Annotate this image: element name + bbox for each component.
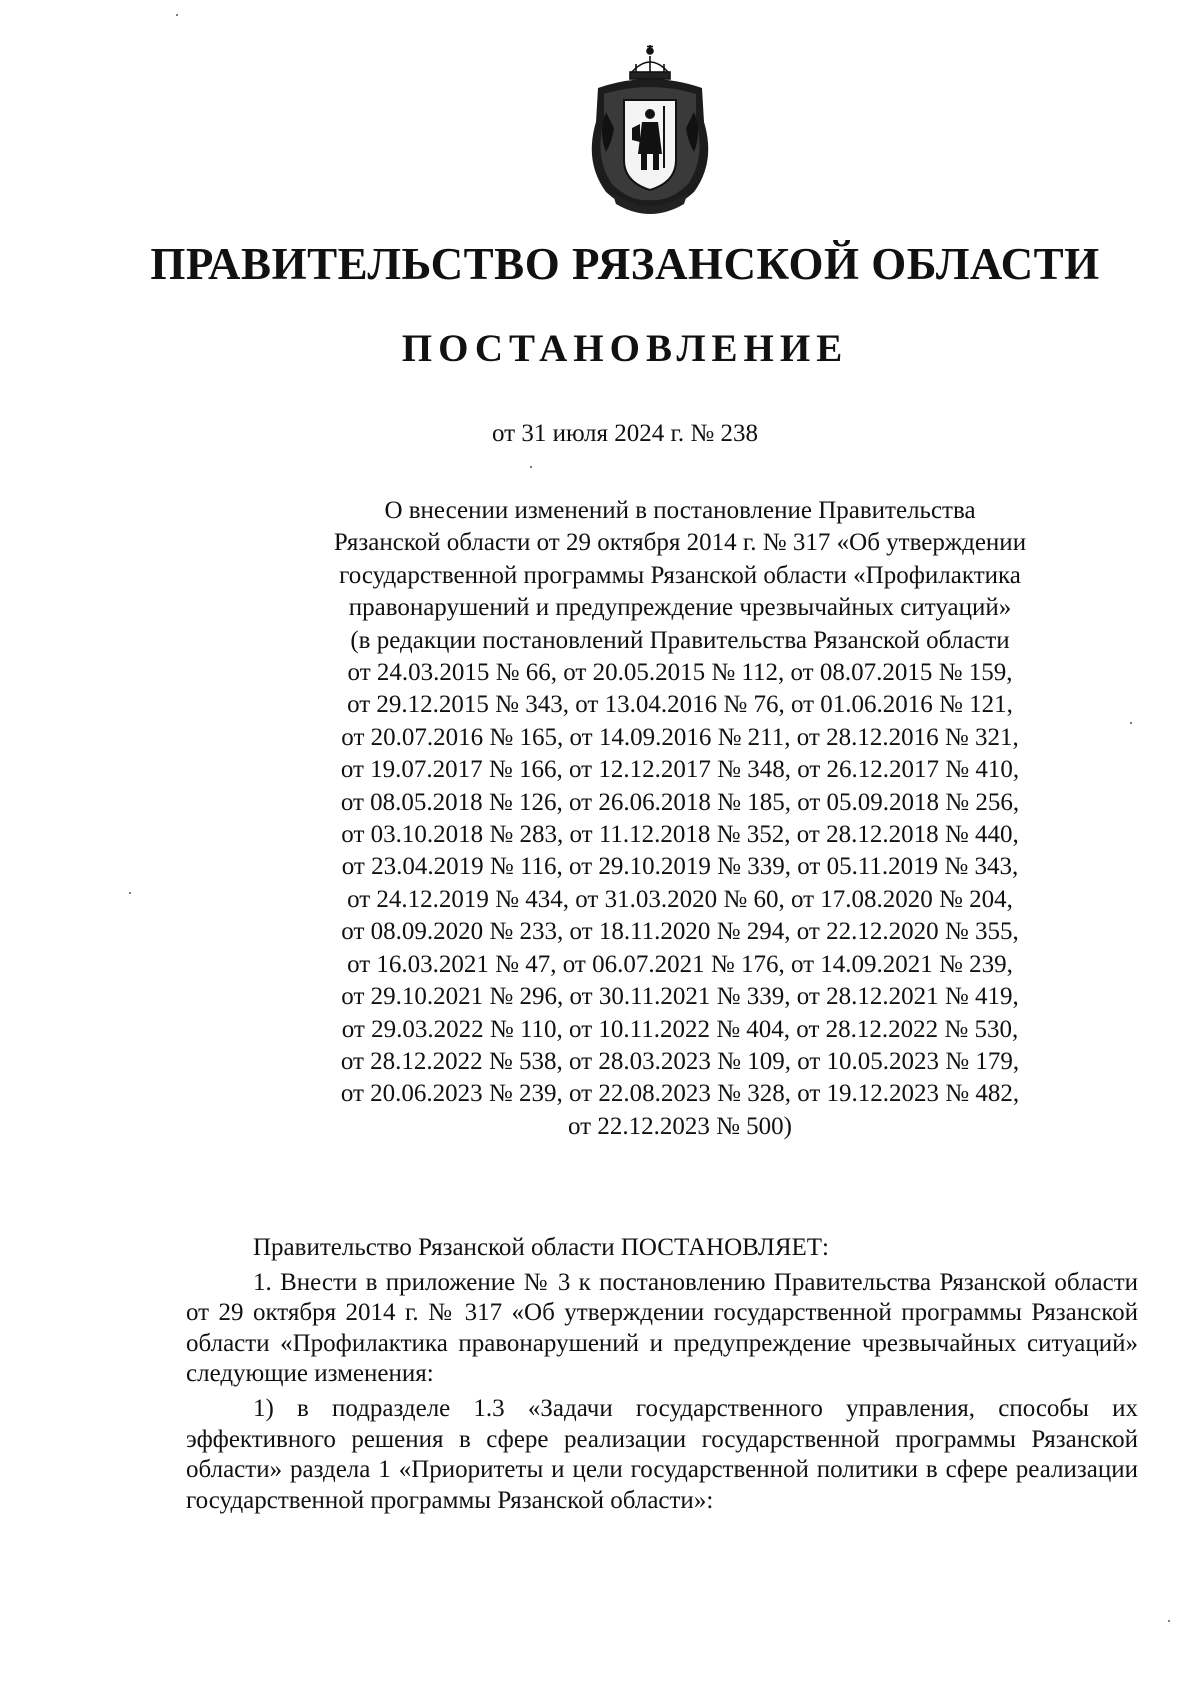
document-date-number: от 31 июля 2024 г. № 238 — [491, 420, 759, 447]
resolution-intro: Правительство Рязанской области ПОСТАНОВЛЯЕТ: — [253, 1234, 829, 1261]
paragraph-item-1-1: 1) в подразделе 1.3 «Задачи государственного управления, способы их эффективного решения в сфере реализации государственной программы Рязанской области» раздела 1 «Приоритеты и цели государственной политики в сфере реализации государственной программы Рязанской области»: — [186, 1394, 1138, 1514]
scan-speck — [530, 466, 532, 468]
ryazan-coat-of-arms-icon — [576, 42, 724, 217]
paragraph-item-1: 1. Внести в приложение № 3 к постановлению Правительства Рязанской области от 29 октября 2014 г. № 317 «Об утверждении государственной программы Рязанской области «Профилактика правонарушений и предупреждение чрезвычайных ситуаций» следующие изменения: — [186, 1268, 1138, 1388]
subject-line: от 19.07.2017 № 166, от 12.12.2017 № 348, от 26.12.2017 № 410, — [340, 756, 1020, 784]
document-body — [186, 1233, 1138, 1516]
subject-line: от 03.10.2018 № 283, от 11.12.2018 № 352, от 28.12.2018 № 440, — [341, 821, 1019, 849]
subject-line: от 08.09.2020 № 233, от 18.11.2020 № 294, от 22.12.2020 № 355, — [341, 918, 1019, 946]
subject-line: от 28.12.2022 № 538, от 28.03.2023 № 109, от 10.05.2023 № 179, — [340, 1047, 1020, 1075]
subject-line: Рязанской области от 29 октября 2014 г. № 317 «Об утверждении — [333, 529, 1027, 557]
subject-line: от 20.07.2016 № 165, от 14.09.2016 № 211, от 28.12.2016 № 321, — [341, 723, 1019, 751]
subject-line: от 23.04.2019 № 116, от 29.10.2019 № 339, от 05.11.2019 № 343, — [341, 853, 1019, 881]
subject-line: от 20.06.2023 № 239, от 22.08.2023 № 328, от 19.12.2023 № 482, — [340, 1080, 1020, 1108]
subject-line: от 22.12.2023 № 500) — [567, 1112, 793, 1140]
subject-line: от 24.03.2015 № 66, от 20.05.2015 № 112, от 08.07.2015 № 159, — [347, 659, 1013, 687]
subject-line: государственной программы Рязанской области «Профилактика — [339, 561, 1021, 589]
document-type: ПОСТАНОВЛЕНИЕ — [401, 327, 849, 370]
subject-line: от 24.12.2019 № 434, от 31.03.2020 № 60, от 17.08.2020 № 204, — [347, 885, 1013, 913]
subject-line: от 29.12.2015 № 343, от 13.04.2016 № 76, от 01.06.2016 № 121, — [347, 691, 1013, 719]
scan-speck — [1168, 1620, 1170, 1622]
subject-line: (в редакции постановлений Правительства Рязанской области — [350, 626, 1010, 654]
subject-line: от 08.05.2018 № 126, от 26.06.2018 № 185, от 05.09.2018 № 256, — [340, 788, 1020, 816]
subject-line: от 16.03.2021 № 47, от 06.07.2021 № 176, от 14.09.2021 № 239, — [347, 950, 1013, 978]
scan-speck — [129, 892, 131, 894]
scan-speck — [1130, 722, 1132, 724]
subject-line: правонарушений и предупреждение чрезвычайных ситуаций» — [348, 594, 1012, 622]
document-subject — [230, 495, 1130, 1143]
subject-line: от 29.03.2022 № 110, от 10.11.2022 № 404, от 28.12.2022 № 530, — [341, 1015, 1019, 1043]
organization-title: ПРАВИТЕЛЬСТВО РЯЗАНСКОЙ ОБЛАСТИ — [150, 239, 1100, 289]
scan-speck — [176, 14, 178, 16]
subject-line: О внесении изменений в постановление Правительства — [384, 497, 976, 524]
subject-line: от 29.10.2021 № 296, от 30.11.2021 № 339, от 28.12.2021 № 419, — [341, 983, 1019, 1011]
